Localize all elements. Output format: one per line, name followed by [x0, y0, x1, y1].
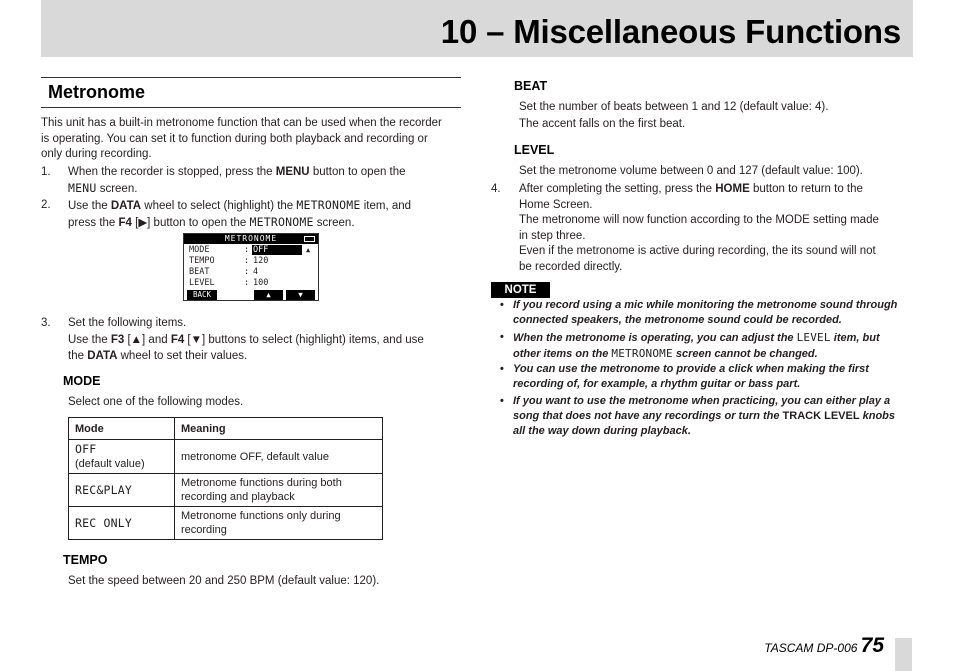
screen-down-button: ▼ [286, 290, 315, 300]
battery-icon [304, 236, 315, 242]
section-rule-top [41, 77, 461, 78]
footer-brand: TASCAM DP-006 [764, 641, 858, 655]
beat-accent-note: The accent falls on the first beat. [519, 118, 686, 130]
note-badge: NOTE [491, 282, 550, 298]
table-header-meaning: Meaning [175, 418, 383, 440]
footer-tab [895, 638, 912, 671]
bullet-icon: • [500, 363, 504, 375]
screen-row-mode: MODE : OFF ▲ [189, 245, 311, 255]
section-title: Metronome [48, 82, 146, 102]
step-4-text: After completing the setting, press the HOME button to return to the Home Screen. The metronome will now function according to the MODE setting made in step three. Even if the metronome is active during recording, the its sound will not be recorded directly. [519, 183, 879, 273]
level-heading: LEVEL [514, 143, 555, 157]
table-cell-meaning: metronome OFF, default value [175, 440, 383, 474]
step-1-text: When the recorder is stopped, press the MENU button to open the MENU screen. [68, 166, 406, 195]
section-rule-bottom [41, 107, 461, 108]
beat-description: Set the number of beats between 1 and 12 (default value: 4). [519, 101, 829, 113]
page-number: 75 [860, 634, 884, 657]
page-footer [764, 634, 884, 658]
step-2-text: Use the DATA wheel to select (highlight) the METRONOME item, and press the F4 [▶] button to open the METRONOME screen. [68, 198, 412, 229]
bullet-icon: • [500, 395, 504, 407]
tempo-description: Set the speed between 20 and 250 BPM (default value: 120). [68, 575, 380, 587]
bullet-icon: • [500, 299, 504, 311]
table-row [69, 440, 383, 474]
screen-row-level: LEVEL : 100 [189, 278, 269, 288]
screen-up-button: ▲ [254, 290, 283, 300]
intro-paragraph: This unit has a built-in metronome function that can be used when the recorder is operating. You can set it to function during both playback and recording or only during recording. [41, 117, 442, 160]
step-3-number: 3. [41, 317, 51, 329]
mode-table [68, 417, 383, 540]
table-header-mode: Mode [69, 418, 175, 440]
mode-description: Select one of the following modes. [68, 396, 244, 408]
chapter-header [41, 0, 913, 57]
table-header-row [69, 418, 383, 440]
table-cell-meaning: Metronome functions only during recording [175, 507, 383, 540]
beat-heading: BEAT [514, 79, 548, 93]
screen-title-bar: METRONOME [184, 234, 318, 244]
level-description: Set the metronome volume between 0 and 127 (default value: 100). [519, 165, 863, 177]
step-2-number: 2. [41, 199, 51, 211]
scroll-up-icon: ▲ [306, 246, 311, 254]
step-4-number: 4. [491, 183, 501, 195]
metronome-screen-illustration [183, 233, 319, 301]
table-row [69, 507, 383, 540]
table-cell-mode: OFF (default value) [69, 440, 175, 474]
table-cell-mode: REC&PLAY [69, 474, 175, 507]
step-3-text: Set the following items. [68, 317, 187, 329]
screen-back-button: BACK [187, 290, 217, 300]
chapter-title: 10 – Miscellaneous Functions [440, 13, 901, 50]
table-cell-mode: REC ONLY [69, 507, 175, 540]
step-3-detail: Use the F3 [▲] and F4 [▼] buttons to select (highlight) items, and use the DATA wheel to set their values. [68, 334, 424, 362]
screen-row-tempo: TEMPO : 120 [189, 256, 269, 266]
tempo-heading: TEMPO [63, 553, 108, 567]
mode-heading: MODE [63, 374, 101, 388]
screen-row-beat: BEAT : 4 [189, 267, 259, 277]
table-cell-meaning: Metronome functions during both recording and playback [175, 474, 383, 507]
step-1-number: 1. [41, 166, 51, 178]
bullet-icon: • [500, 331, 504, 343]
table-row [69, 474, 383, 507]
